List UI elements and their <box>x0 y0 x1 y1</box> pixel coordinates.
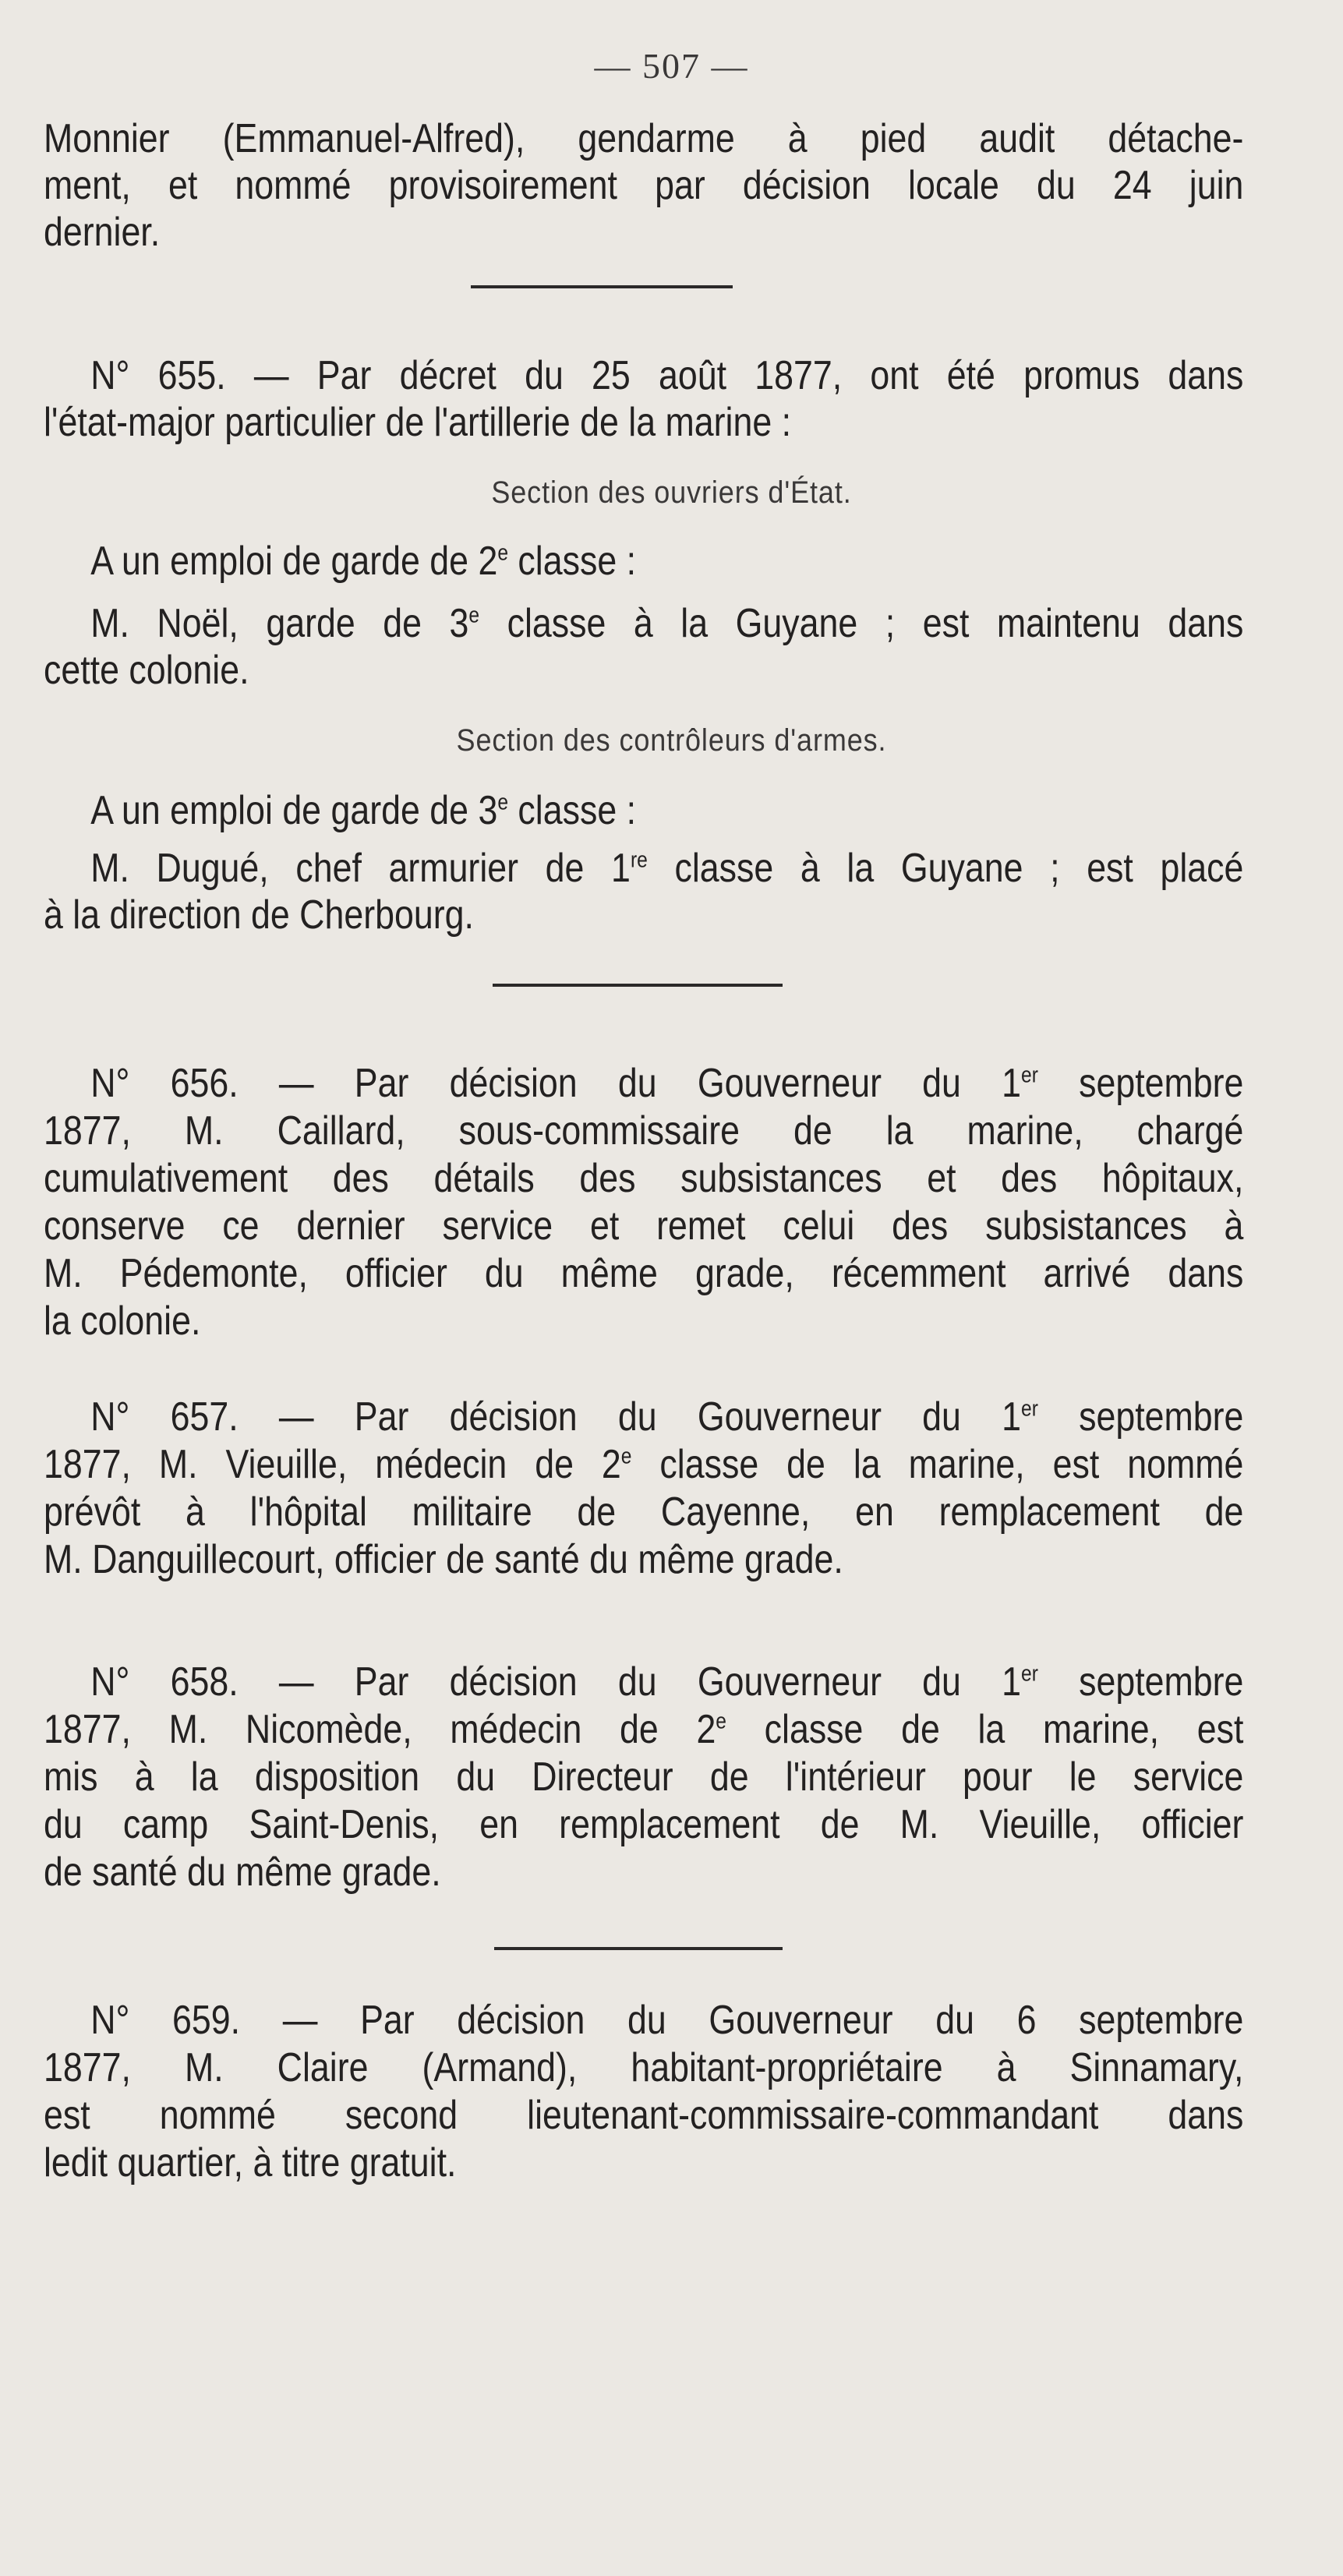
text-line: de santé du même grade. <box>44 1850 441 1895</box>
page-number: — 507 — <box>594 46 749 86</box>
separator-rule <box>493 984 783 987</box>
entry-655-section-2-paragraph <box>44 845 1243 938</box>
text-line: la colonie. <box>44 1299 201 1344</box>
text-line: A un emploi de garde de 3e classe : <box>90 788 637 833</box>
text-line: cumulativement des détails des subsistances et des hôpitaux, <box>44 1156 1244 1201</box>
text-line: l'état-major particulier de l'artillerie de la marine : <box>44 400 792 445</box>
text-line: 1877, M. Caillard, sous-commissaire de la marine, chargé <box>44 1108 1244 1154</box>
text-line: conserve ce dernier service et remet celui des subsistances à <box>44 1203 1244 1249</box>
text-line: est nommé second lieutenant-commissaire-commandant dans <box>44 2093 1244 2138</box>
text-line: N° 657. — Par décision du Gouverneur du 1er septembre <box>90 1394 1244 1440</box>
text-line: N° 655. — Par décret du 25 août 1877, ont été promus dans <box>90 353 1244 398</box>
entry-655-section-1-line <box>44 538 1243 585</box>
entry-659-paragraph <box>44 1997 1243 2187</box>
intro-paragraph <box>44 115 1243 256</box>
text-line: M. Noël, garde de 3e classe à la Guyane ; est maintenu dans <box>90 601 1244 646</box>
text-line: 1877, M. Claire (Armand), habitant-propriétaire à Sinnamary, <box>44 2045 1244 2090</box>
text-line: prévôt à l'hôpital militaire de Cayenne, en remplacement de <box>44 1489 1244 1535</box>
entry-657-paragraph <box>44 1394 1243 1584</box>
text-line: M. Dugué, chef armurier de 1re classe à la Guyane ; est placé <box>90 846 1244 891</box>
text-line: 1877, M. Vieuille, médecin de 2e classe de la marine, est nommé <box>44 1442 1244 1487</box>
entry-656-paragraph <box>44 1060 1243 1345</box>
section-heading-controleurs: Section des contrôleurs d'armes. <box>456 723 887 758</box>
text-line: N° 658. — Par décision du Gouverneur du 1er septembre <box>90 1659 1244 1705</box>
separator-rule <box>471 285 733 288</box>
text-line: Monnier (Emmanuel-Alfred), gendarme à pied audit détache- <box>44 116 1244 161</box>
text-line: mis à la disposition du Directeur de l'intérieur pour le service <box>44 1754 1244 1800</box>
entry-655-paragraph <box>44 352 1243 446</box>
text-line: ment, et nommé provisoirement par décision locale du 24 juin <box>44 163 1244 208</box>
text-line: dernier. <box>44 210 161 255</box>
entry-655-section-2-line <box>44 787 1243 834</box>
entry-658-paragraph <box>44 1659 1243 1896</box>
text-line: A un emploi de garde de 2e classe : <box>90 539 637 584</box>
text-line: à la direction de Cherbourg. <box>44 892 474 938</box>
text-line: N° 656. — Par décision du Gouverneur du 1er septembre <box>90 1061 1244 1106</box>
text-line: M. Pédemonte, officier du même grade, récemment arrivé dans <box>44 1251 1244 1296</box>
section-heading-ouvriers: Section des ouvriers d'État. <box>491 475 852 510</box>
text-line: 1877, M. Nicomède, médecin de 2e classe de la marine, est <box>44 1707 1244 1752</box>
separator-rule <box>494 1947 783 1950</box>
text-line: cette colonie. <box>44 648 249 693</box>
text-line: ledit quartier, à titre gratuit. <box>44 2140 457 2186</box>
text-line: N° 659. — Par décision du Gouverneur du 6 septembre <box>90 1998 1244 2043</box>
text-line: du camp Saint-Denis, en remplacement de M. Vieuille, officier <box>44 1802 1244 1847</box>
text-line: M. Danguillecourt, officier de santé du même grade. <box>44 1537 843 1582</box>
entry-655-section-1-paragraph <box>44 600 1243 694</box>
